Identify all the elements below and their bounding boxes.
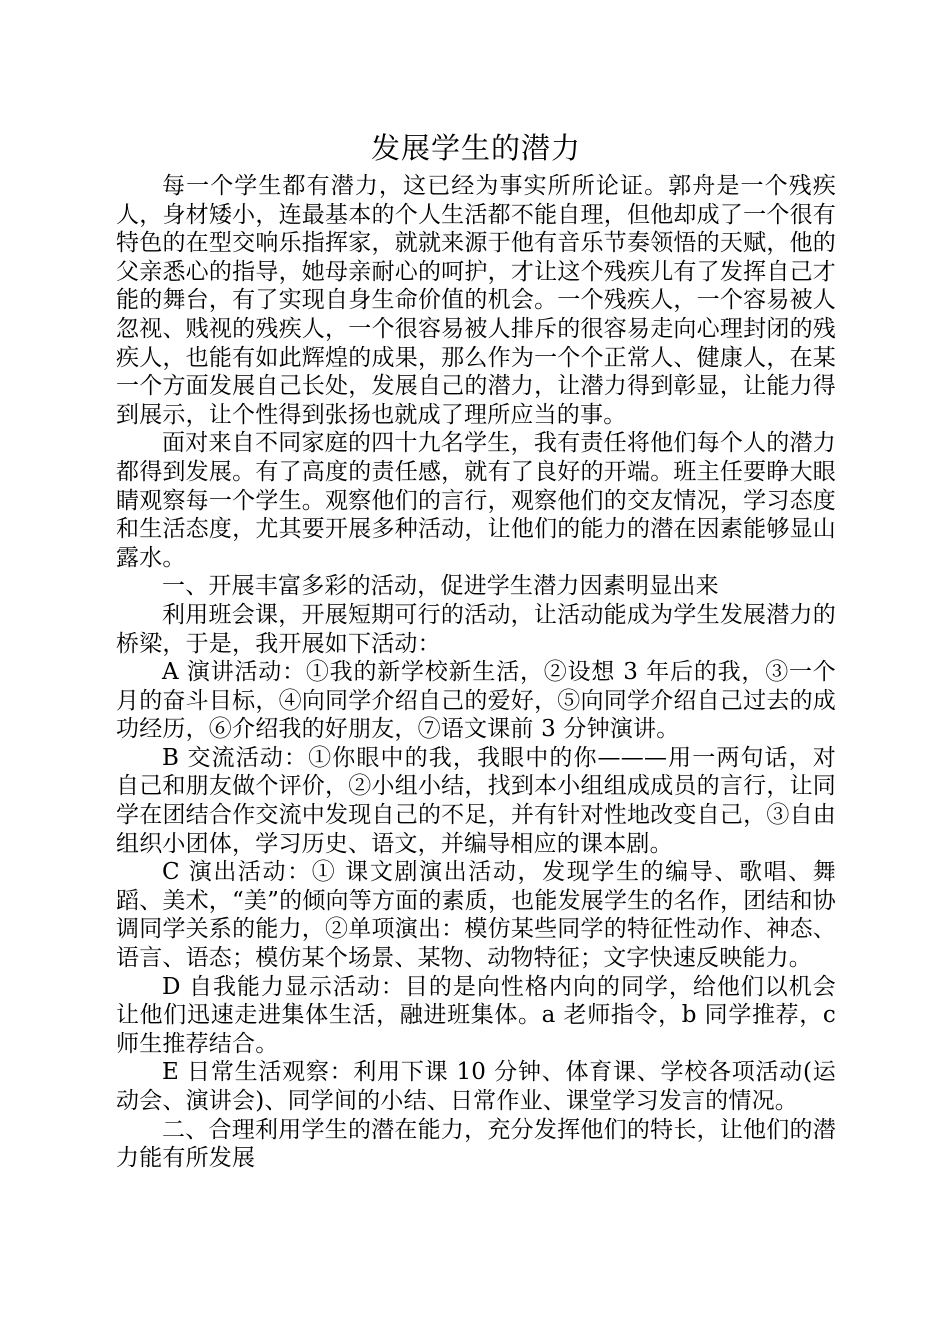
list-item-self-ability-activity: D 自我能力显示活动：目的是向性格内向的同学，给他们以机会让他们迅速走进集体生活，融进班集体。a 老师指令，b 同学推荐，c 师生推荐结合。 bbox=[116, 973, 836, 1057]
document-page bbox=[116, 128, 836, 1173]
section-heading-1: 一、开展丰富多彩的活动，促进学生潜力因素明显出来 bbox=[162, 573, 719, 600]
paragraph-intro: 每一个学生都有潜力，这已经为事实所所论证。郭舟是一个残疾人，身材矮小，连最基本的个人生活都不能自理，但他却成了一个很有特色的在型交响乐指挥家，就就来源于他有音乐节奏领悟的天赋，他的父亲悉心的指导，她母亲耐心的呵护，才让这个残疾儿有了发挥自己才能的舞台，有了实现自身生命价值的机会。一个残疾人，一个容易被人忽视、贱视的残疾人，一个很容易被人排斥的很容易走向心理封闭的残疾人，也能有如此辉煌的成果，那么作为一个个正常人、健康人，在某一个方面发展自己长处，发展自己的潜力，让潜力得到彰显，让能力得到展示，让个性得到张扬也就成了理所应当的事。 bbox=[116, 173, 836, 428]
list-item-performance-activity: C 演出活动：① 课文剧演出活动，发现学生的编导、歌唱、舞蹈、美术，“美”的倾向等方面的素质，也能发展学生的名作，团结和协调同学关系的能力，②单项演出：模仿某些同学的特征性动作、神态、语言、语态；模仿某个场景、某物、动物特征；文字快速反映能力。 bbox=[116, 859, 836, 972]
paragraph-class-meeting: 利用班会课，开展短期可行的活动，让活动能成为学生发展潜力的桥梁，于是，我开展如下活动： bbox=[116, 601, 836, 657]
section-heading-2: 二、合理利用学生的潜在能力，充分发挥他们的特长，让他们的潜力能有所发展 bbox=[116, 1116, 836, 1172]
list-item-speech-activity: A 演讲活动：①我的新学校新生活，②设想 3 年后的我，③一个月的奋斗目标，④向同学介绍自己的爱好，⑤向同学介绍自己过去的成功经历，⑥介绍我的好朋友，⑦语文课前 3 分钟演讲。 bbox=[116, 659, 836, 743]
list-item-exchange-activity: B 交流活动：①你眼中的我，我眼中的你———用一两句话，对自己和朋友做个评价，②小组小结，找到本小组组成成员的言行，让同学在团结合作交流中发现自己的不足，并有针对性地改变自己，③自由组织小团体，学习历史、语文，并编导相应的课本剧。 bbox=[116, 744, 836, 857]
list-item-daily-observation: E 日常生活观察：利用下课 10 分钟、体育课、学校各项活动(运动会、演讲会)、同学间的小结、日常作业、课堂学习发言的情况。 bbox=[116, 1059, 836, 1114]
document-title: 发展学生的潜力 bbox=[370, 131, 581, 165]
paragraph-responsibility: 面对来自不同家庭的四十九名学生，我有责任将他们每个人的潜力都得到发展。有了高度的责任感，就有了良好的开端。班主任要睁大眼睛观察每一个学生。观察他们的言行，观察他们的交友情况，学习态度和生活态度，尤其要开展多种活动，让他们的能力的潜在因素能够显山露水。 bbox=[116, 430, 836, 571]
